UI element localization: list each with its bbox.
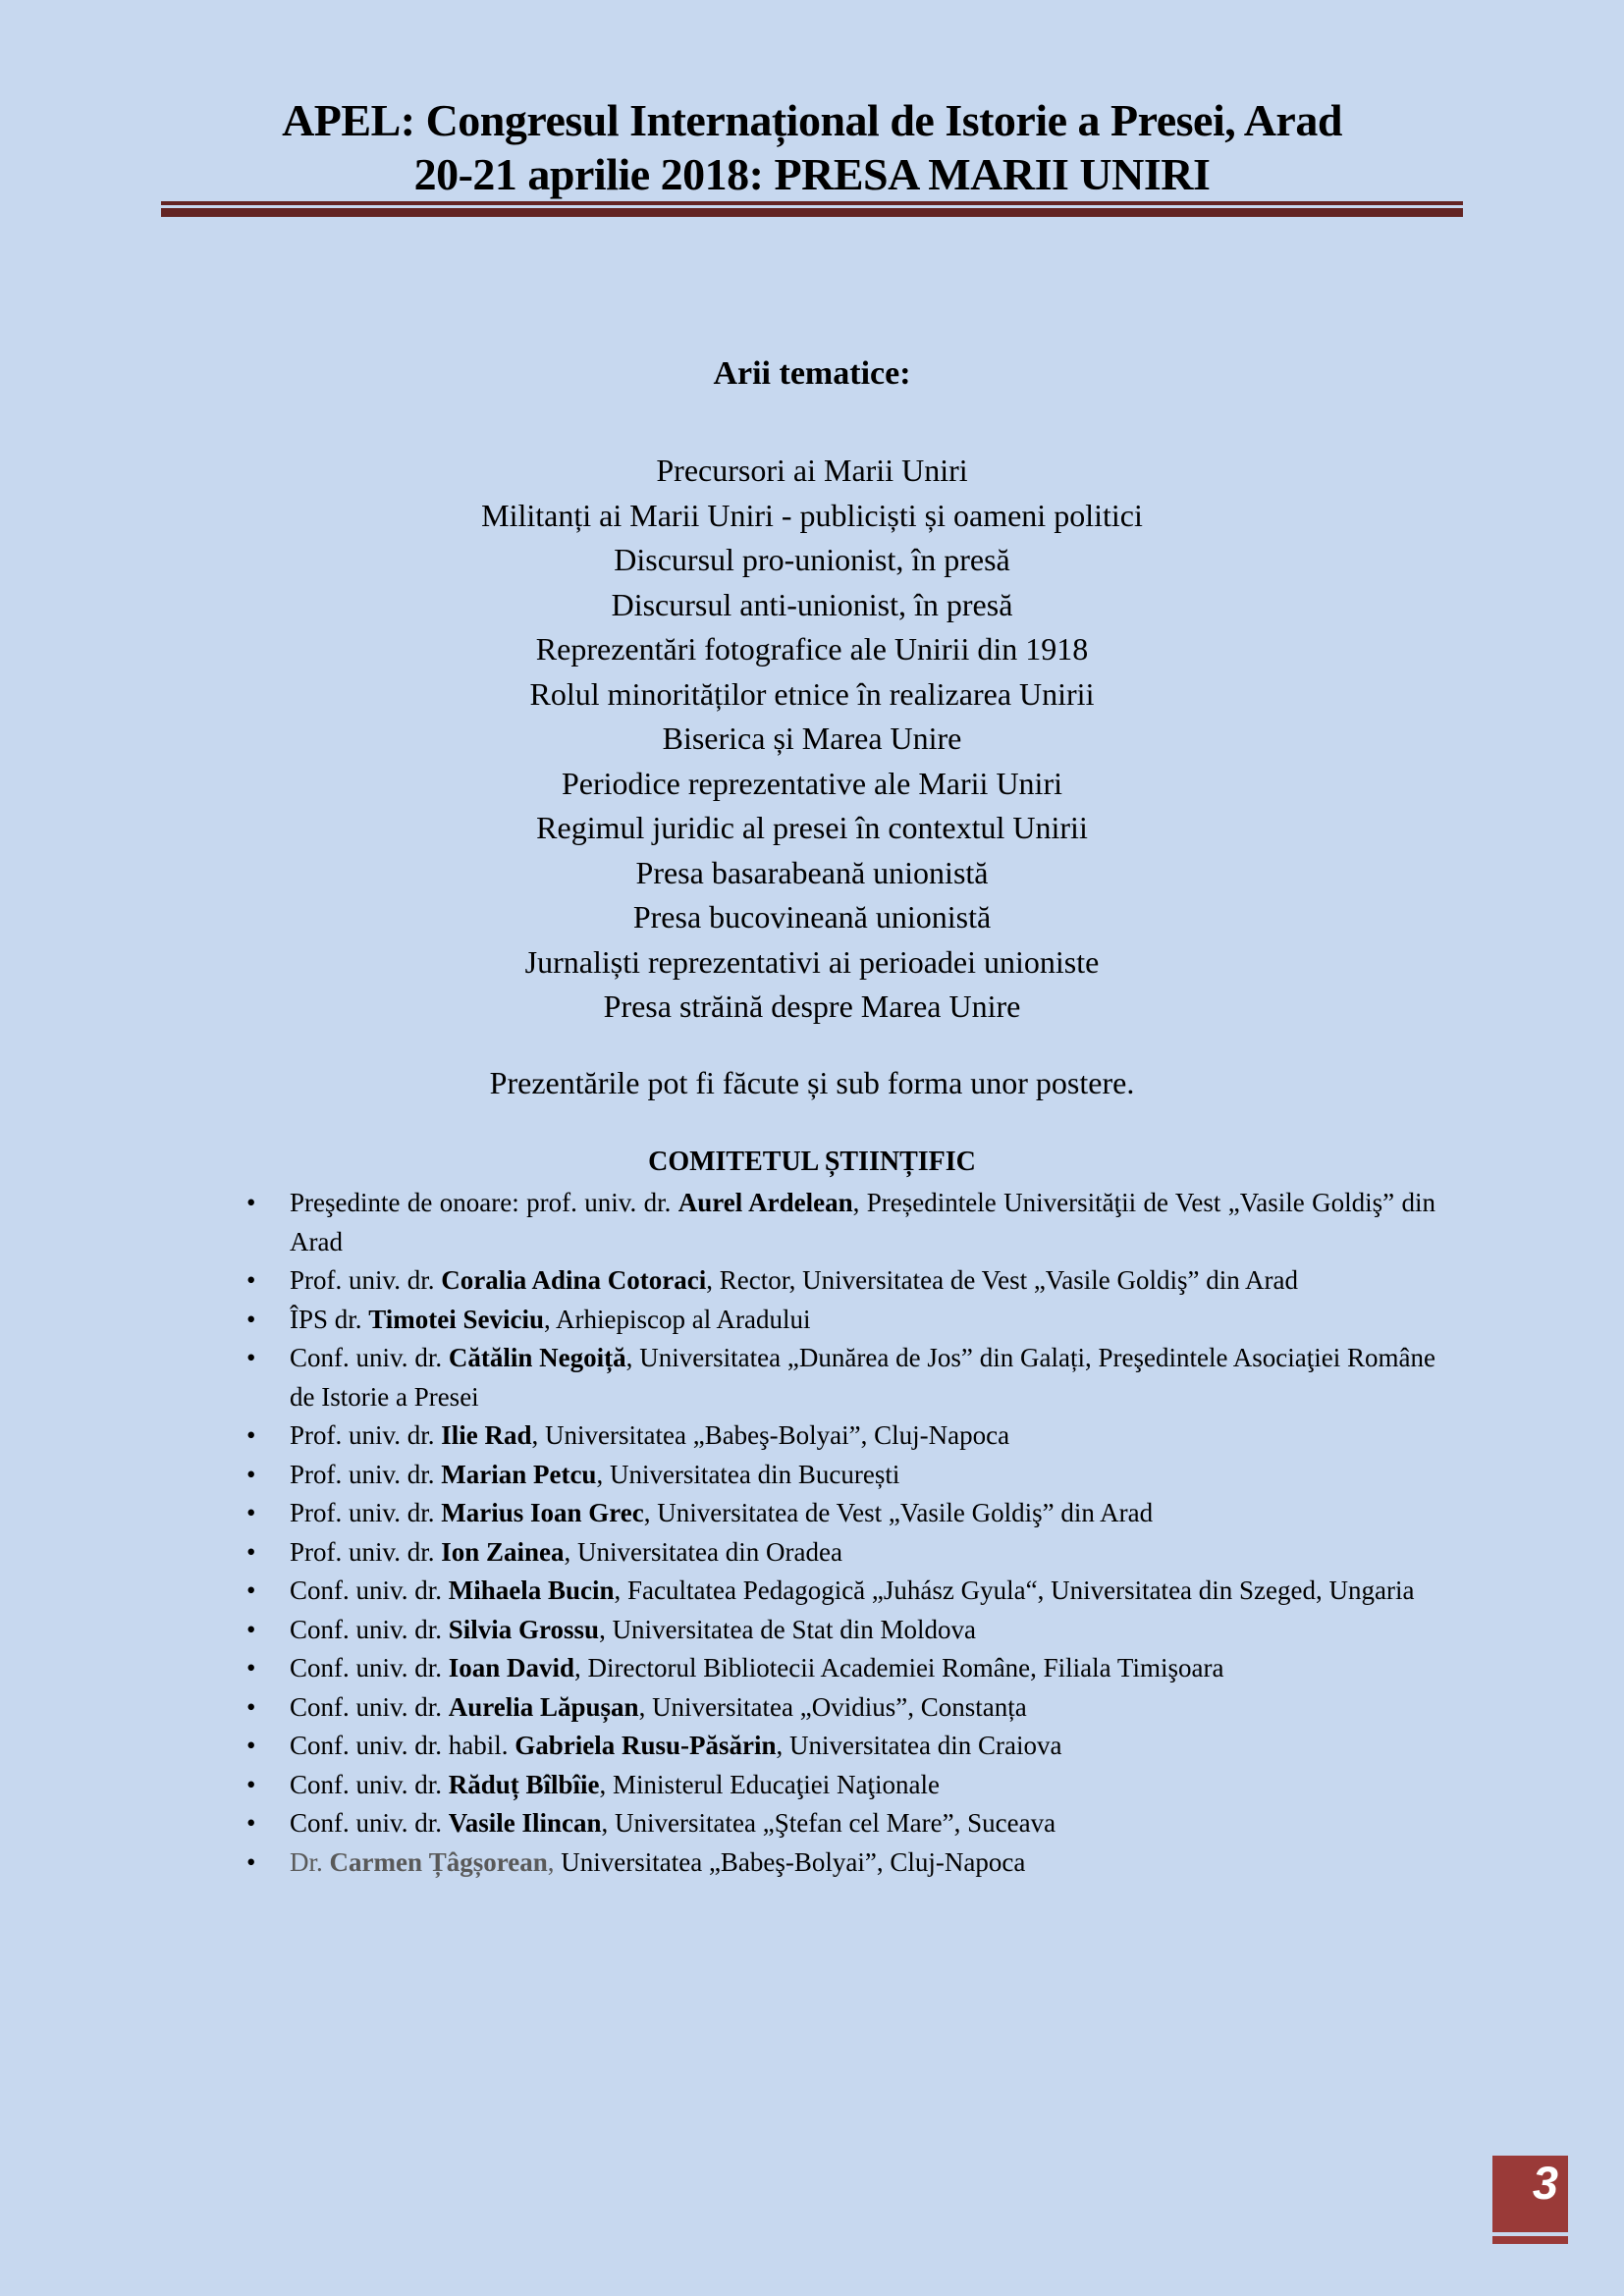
theme-line: Discursul anti-unionist, în presă bbox=[611, 586, 1013, 622]
committee-member-text: , Rector, Universitatea de Vest „Vasile Goldiş” din Arad bbox=[706, 1265, 1299, 1295]
themes-heading: Arii tematice: bbox=[713, 355, 911, 392]
committee-item bbox=[290, 1416, 1435, 1456]
committee-member-text: , Arhiepiscop al Aradului bbox=[544, 1304, 811, 1334]
committee-member-name: Ioan David bbox=[448, 1653, 575, 1682]
committee-item bbox=[290, 1456, 1435, 1495]
committee-list bbox=[290, 1184, 1435, 1882]
committee-member-text: Prof. univ. dr. bbox=[290, 1536, 442, 1567]
committee-member-name: Gabriela Rusu-Păsărin bbox=[514, 1731, 777, 1760]
page-number-box bbox=[1492, 2156, 1568, 2232]
committee-member-name: Aurel Ardelean bbox=[677, 1188, 853, 1217]
theme-line: Presa basarabeană unionistă bbox=[635, 854, 989, 890]
committee-member-name: Silvia Grossu bbox=[448, 1614, 600, 1644]
committee-member-text: , Universitatea din Craiova bbox=[776, 1731, 1062, 1760]
committee-member-text: Dr. bbox=[290, 1846, 330, 1877]
committee-member-name: Mihaela Bucin bbox=[448, 1575, 615, 1605]
theme-line: Militanți ai Marii Uniri - publiciști și oameni politici bbox=[481, 497, 1143, 533]
committee-member-name: Aurelia Lăpușan bbox=[448, 1691, 639, 1722]
document-title-line2: 20-21 aprilie 2018: PRESA MARII UNIRI bbox=[413, 149, 1211, 199]
committee-member-name: Marian Petcu bbox=[441, 1459, 597, 1489]
committee-member-text: Conf. univ. dr. bbox=[290, 1808, 449, 1838]
theme-line: Precursori ai Marii Uniri bbox=[656, 453, 968, 488]
committee-member-name: Coralia Adina Cotoraci bbox=[441, 1265, 707, 1295]
committee-member-text: ÎPS dr. bbox=[290, 1304, 369, 1334]
committee-member-text: Conf. univ. dr. habil. bbox=[290, 1731, 515, 1760]
page-number-strip bbox=[1492, 2236, 1568, 2244]
committee-member-text: Prof. univ. dr. bbox=[290, 1459, 442, 1489]
committee-member-text: , Universitatea de Stat din Moldova bbox=[599, 1614, 976, 1644]
committee-item bbox=[290, 1184, 1435, 1261]
committee-member-name: Cătălin Negoiță bbox=[448, 1343, 626, 1372]
committee-item bbox=[290, 1261, 1435, 1301]
committee-item bbox=[290, 1301, 1435, 1340]
theme-line: Jurnaliști reprezentativi ai perioadei unioniste bbox=[524, 943, 1100, 980]
committee-member-text: , Facultatea Pedagogică „Juhász Gyula“, Universitatea din Szeged, Ungaria bbox=[614, 1575, 1415, 1605]
committee-member-text: Universitatea „Babeş-Bolyai”, Cluj-Napoca bbox=[561, 1846, 1026, 1877]
document-title bbox=[0, 93, 1624, 201]
committee-item bbox=[290, 1494, 1435, 1533]
committee-item bbox=[290, 1572, 1435, 1611]
committee-member-text: Prof. univ. dr. bbox=[290, 1420, 442, 1450]
committee-member-text: , Universitatea „Babeş-Bolyai”, Cluj-Napoca bbox=[531, 1420, 1010, 1450]
committee-member-text: Prof. univ. dr. bbox=[290, 1265, 442, 1295]
committee-member-text: , Ministerul Educaţiei Naţionale bbox=[599, 1769, 940, 1799]
committee-member-text: Conf. univ. dr. bbox=[290, 1769, 449, 1799]
committee-member-name: Vasile Ilincan bbox=[448, 1808, 602, 1838]
theme-line: Presa străină despre Marea Unire bbox=[603, 988, 1021, 1024]
committee-member-name: Ilie Rad bbox=[441, 1420, 532, 1450]
committee-member-text: Preşedinte de onoare: prof. univ. dr. bbox=[290, 1188, 678, 1217]
committee-member-text: , Universitatea „Ştefan cel Mare”, Suceava bbox=[601, 1808, 1056, 1838]
committee-item bbox=[290, 1688, 1435, 1728]
document-title-line1: APEL: Congresul Internațional de Istorie a Presei, Arad bbox=[282, 95, 1342, 145]
committee-member-text: , Universitatea din București bbox=[596, 1459, 900, 1489]
committee-heading: COMITETUL ȘTIINȚIFIC bbox=[648, 1147, 976, 1177]
committee-item bbox=[290, 1727, 1435, 1766]
committee-member-name: Marius Ioan Grec bbox=[441, 1498, 644, 1527]
committee-member-text: Conf. univ. dr. bbox=[290, 1691, 449, 1722]
committee-item bbox=[290, 1766, 1435, 1805]
theme-line: Reprezentări fotografice ale Unirii din 1918 bbox=[535, 631, 1089, 667]
themes-list bbox=[0, 449, 1624, 1030]
committee-member-name: Timotei Seviciu bbox=[368, 1304, 545, 1334]
committee-member-text: Conf. univ. dr. bbox=[290, 1614, 449, 1644]
theme-line: Periodice reprezentative ale Marii Uniri bbox=[562, 765, 1062, 801]
posters-note: Prezentările pot fi făcute și sub forma unor postere. bbox=[489, 1065, 1135, 1100]
committee-member-text: , Universitatea de Vest „Vasile Goldiş” din Arad bbox=[643, 1498, 1154, 1527]
committee-member-name: Ion Zainea bbox=[441, 1536, 565, 1567]
committee-item bbox=[290, 1533, 1435, 1573]
committee-member-text: Prof. univ. dr. bbox=[290, 1498, 442, 1527]
committee-member-text: , Directorul Bibliotecii Academiei Române, Filiala Timişoara bbox=[574, 1653, 1224, 1682]
theme-line: Presa bucovineană unionistă bbox=[632, 899, 992, 934]
committee-member-text: , Universitatea din Oradea bbox=[564, 1536, 842, 1567]
title-divider-rule bbox=[161, 201, 1463, 217]
committee-member-text: Conf. univ. dr. bbox=[290, 1343, 449, 1372]
committee-member-text: , Universitatea „Dunărea de Jos” din Galați, Preşedintele Asociaţiei Române de Istorie a Presei bbox=[290, 1343, 1435, 1412]
theme-line: Regimul juridic al presei în contextul Unirii bbox=[536, 810, 1088, 845]
committee-item bbox=[290, 1804, 1435, 1843]
committee-item bbox=[290, 1611, 1435, 1650]
committee-member-text: , Universitatea „Ovidius”, Constanța bbox=[638, 1691, 1027, 1722]
committee-member-text: Conf. univ. dr. bbox=[290, 1653, 449, 1682]
committee-item bbox=[290, 1339, 1435, 1416]
committee-member-text: , bbox=[547, 1846, 562, 1877]
page-number: 3 bbox=[1532, 2157, 1558, 2209]
committee-member-name: Carmen Țâgșorean bbox=[329, 1846, 548, 1877]
committee-member-text: , Președintele Universităţii de Vest „Vasile Goldiş” din Arad bbox=[290, 1188, 1435, 1256]
committee-item bbox=[290, 1649, 1435, 1688]
theme-line: Rolul minorităților etnice în realizarea Unirii bbox=[529, 675, 1095, 712]
theme-line: Biserica și Marea Unire bbox=[662, 721, 962, 756]
committee-item bbox=[290, 1843, 1435, 1883]
committee-member-name: Răduț Bîlbîie bbox=[448, 1769, 600, 1799]
committee-member-text: Conf. univ. dr. bbox=[290, 1575, 449, 1605]
theme-line: Discursul pro-unionist, în presă bbox=[614, 542, 1010, 577]
